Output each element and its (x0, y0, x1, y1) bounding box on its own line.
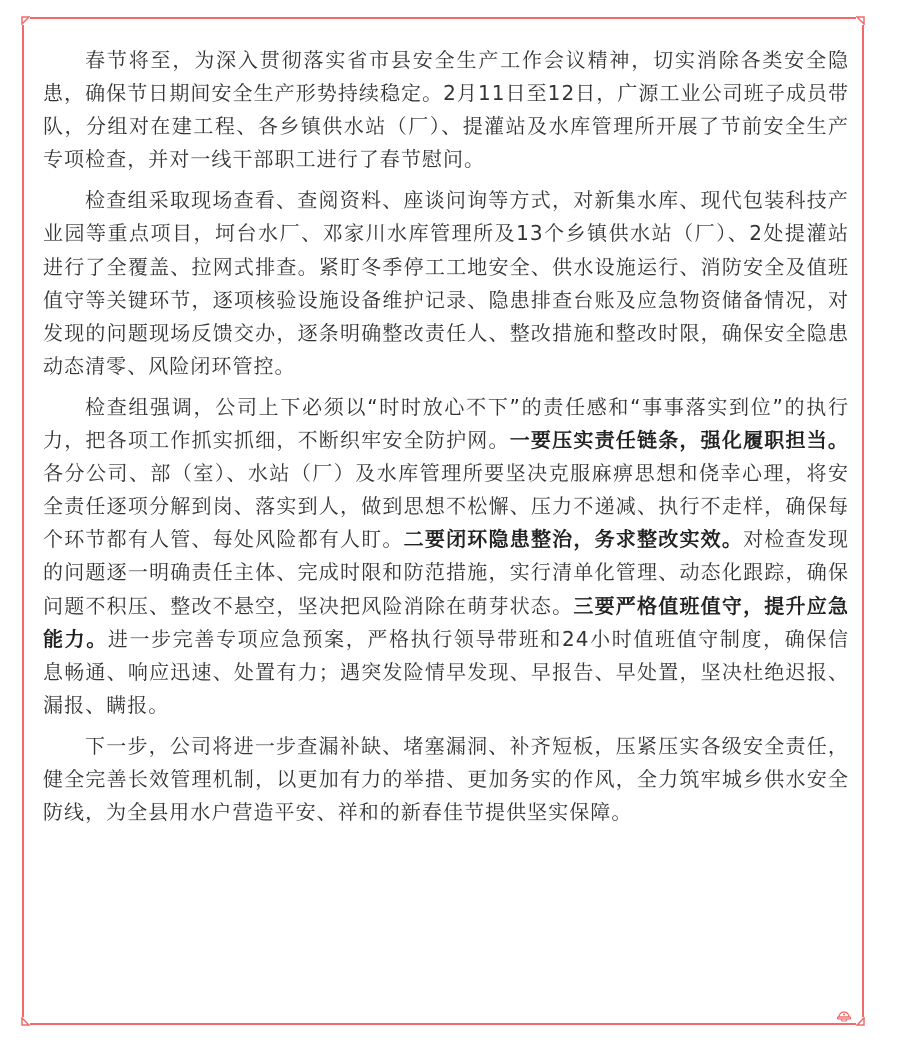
corner-decoration-bottom-right-icon (856, 1017, 865, 1026)
bell-icon (836, 1007, 852, 1021)
emphasis-point-3: 三要严格值班值守，提升应急能力。 (43, 593, 850, 651)
paragraph-1 (43, 44, 849, 176)
paragraph-4 (43, 730, 849, 829)
paragraph-text: 下一步，公司将进一步查漏补缺、堵塞漏洞、补齐短板，压紧压实各级安全责任，健全完善长效管理机制，以更加有力的举措、更加务实的作风，全力筑牢城乡供水安全防线，为全县用水户营造平安、祥和的新春佳节提供坚实保障。 (43, 733, 849, 825)
paragraph-text: 春节将至，为深入贯彻落实省市县安全生产工作会议精神，切实消除各类安全隐患，确保节日期间安全生产形势持续稳定。2月11日至12日，广源工业公司班子成员带队，分组对在建工程、各乡镇供水站（厂）、提灌站及水库管理所开展了节前安全生产专项检查，并对一线干部职工进行了春节慰问。 (43, 48, 849, 172)
corner-decoration-bottom-left-icon (21, 1017, 30, 1026)
emphasis-point-1: 一要压实责任链条，强化履职担当。 (509, 428, 849, 453)
corner-decoration-top-right-icon (856, 16, 865, 25)
paragraph-text: 检查组采取现场查看、查阅资料、座谈问询等方式，对新集水库、现代包装科技产业园等重点项目，坷台水厂、邓家川水库管理所及13个乡镇供水站（厂）、2处提灌站进行了全覆盖、拉网式排查。紧盯冬季停工工地安全、供水设施运行、消防安全及值班值守等关键环节，逐项核验设施设备维护记录、隐患排查台账及应急物资储备情况，对发现的问题现场反馈交办，逐条明确整改责任人、整改措施和整改时限，确保安全隐患动态清零、风险闭环管控。 (43, 188, 849, 378)
corner-decoration-top-left-icon (21, 16, 30, 25)
paragraph-2 (43, 184, 849, 383)
article-body (43, 44, 849, 837)
emphasis-point-2: 二要闭环隐患整治，务求整改实效。 (403, 527, 744, 552)
paragraph-3 (43, 391, 849, 722)
paragraph-text: 检查组强调，公司上下必须以“时时放心不下”的责任感和“事事落实到位”的执行力，把各项工作抓实抓细，不断织牢安全防护网。 (43, 394, 849, 453)
paragraph-text: 对检查发现的问题逐一明确责任主体、完成时限和防范措施，实行清单化管理、动态化跟踪，确保问题不积压、整改不悬空，坚决把风险消除在萌芽状态。 (43, 527, 850, 618)
paragraph-text: 进一步完善专项应急预案，严格执行领导带班和24小时值班值守制度，确保信息畅通、响应迅速、处置有力；遇突发险情早发现、早报告、早处置，坚决杜绝迟报、漏报、瞒报。 (43, 626, 849, 717)
paragraph-text: 各分公司、部（室）、水站（厂）及水库管理所要坚决克服麻痹思想和侥幸心理，将安全责任逐项分解到岗、落实到人，做到思想不松懈、压力不递减、执行不走样，确保每个环节都有人管、每处风险都有人盯。 (43, 461, 849, 552)
